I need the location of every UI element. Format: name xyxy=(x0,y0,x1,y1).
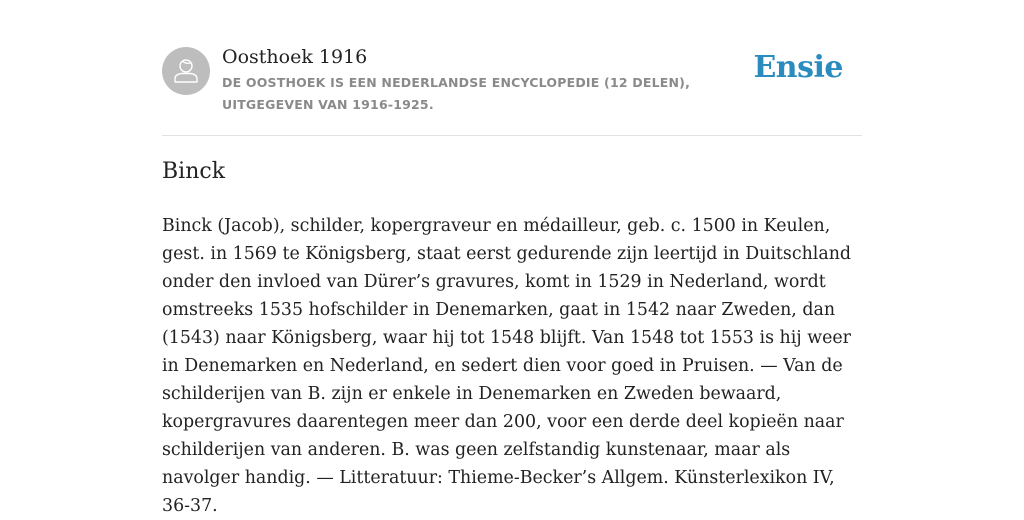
avatar[interactable] xyxy=(162,47,210,95)
article-body: Binck (Jacob), schilder, kopergraveur en médailleur, geb. c. 1500 in Keulen, gest. in 1569 te Königsberg, staat eerst gedurende zijn leertijd in Duitschland onder den invloed van Dürer’s gravures, komt in 1529 in Nederland, wordt omstreeks 1535 hofschilder in Denemarken, gaat in 1542 naar Zweden, dan (1543) naar Königsberg, waar hij tot 1548 blijft. Van 1548 tot 1553 is hij weer in Denemarken en Nederland, en sedert dien voor goed in Pruisen. — Van de schilderijen van B. zijn er enkele in Denemarken en Zweden bewaard, kopergravures daarentegen meer dan 200, voor een derde deel kopieën naar schilderijen van anderen. B. was geen zelfstandig kunstenaar, maar als navolger handig. — Litteratuur: Thieme-Becker’s Allgem. Künsterlexikon IV, 36-37. xyxy=(162,216,852,516)
user-icon xyxy=(162,47,210,95)
brand-logo[interactable]: Ensie xyxy=(753,50,843,85)
article-title: Binck xyxy=(162,159,226,184)
source-description: DE OOSTHOEK IS EEN NEDERLANDSE ENCYCLOPEDIE (12 DELEN), UITGEGEVEN VAN 1916-1925. xyxy=(222,75,691,112)
source-header xyxy=(162,0,862,136)
page xyxy=(162,0,862,516)
source-title[interactable]: Oosthoek 1916 xyxy=(222,46,368,68)
